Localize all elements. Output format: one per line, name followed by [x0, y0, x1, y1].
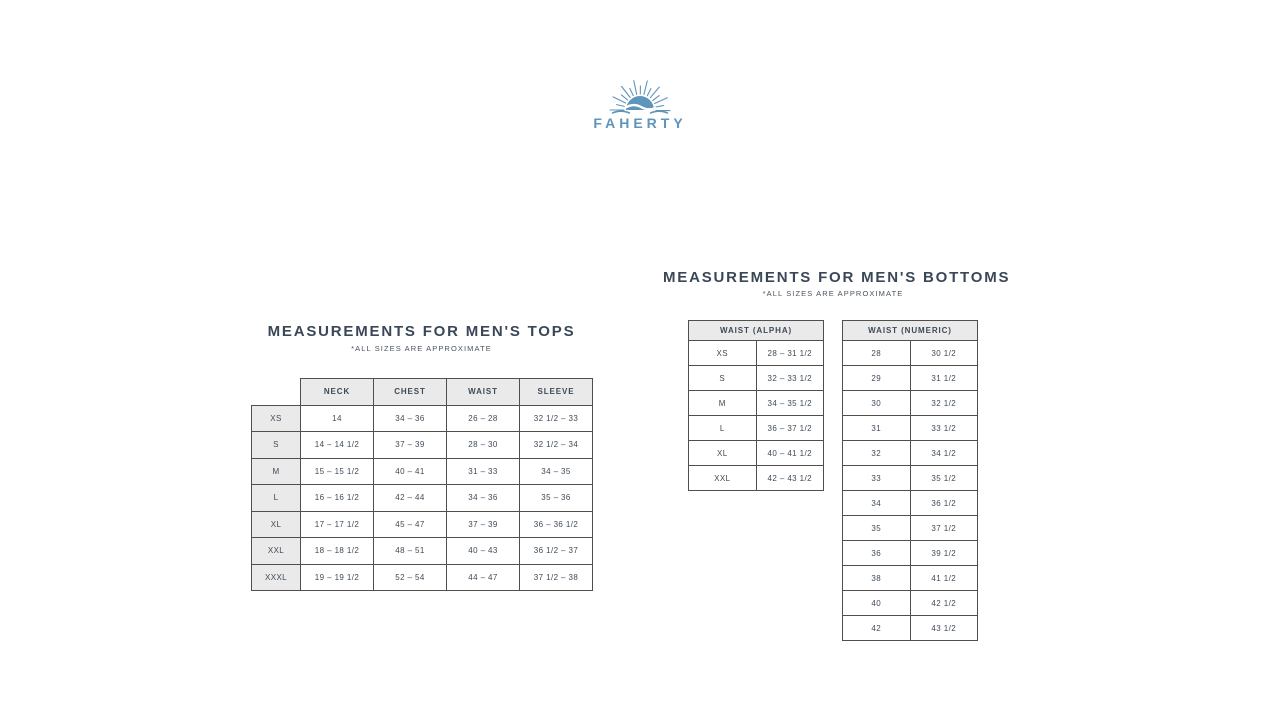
numeric-header: WAIST (NUMERIC): [843, 321, 978, 341]
waist-value: 31 – 33: [447, 458, 520, 485]
numeric-size: 40: [843, 591, 911, 616]
size-label: XXL: [252, 538, 301, 565]
sleeve-value: 36 – 36 1/2: [520, 511, 593, 538]
numeric-value: 35 1/2: [910, 466, 978, 491]
sleeve-value: 37 1/2 – 38: [520, 564, 593, 591]
sleeve-value: 32 1/2 – 34: [520, 432, 593, 459]
numeric-value: 37 1/2: [910, 516, 978, 541]
alpha-size: XL: [689, 441, 757, 466]
numeric-row-35: [843, 516, 978, 541]
tops-row-xl: [252, 511, 593, 538]
neck-value: 19 – 19 1/2: [301, 564, 374, 591]
alpha-range: 40 – 41 1/2: [756, 441, 824, 466]
tops-section-title: MEASUREMENTS FOR MEN'S TOPS: [267, 323, 576, 340]
size-label: L: [252, 485, 301, 512]
waist-alpha-table: [688, 320, 824, 491]
numeric-row-28: [843, 341, 978, 366]
alpha-range: 28 – 31 1/2: [756, 341, 824, 366]
waist-value: 34 – 36: [447, 485, 520, 512]
waist-value: 37 – 39: [447, 511, 520, 538]
alpha-range: 42 – 43 1/2: [756, 466, 824, 491]
neck-value: 14 – 14 1/2: [301, 432, 374, 459]
alpha-size: S: [689, 366, 757, 391]
neck-value: 17 – 17 1/2: [301, 511, 374, 538]
numeric-value: 32 1/2: [910, 391, 978, 416]
numeric-row-30: [843, 391, 978, 416]
chest-value: 34 – 36: [374, 405, 447, 432]
numeric-row-31: [843, 416, 978, 441]
tops-col-sleeve: SLEEVE: [520, 379, 593, 406]
sleeve-value: 34 – 35: [520, 458, 593, 485]
alpha-range: 34 – 35 1/2: [756, 391, 824, 416]
numeric-value: 42 1/2: [910, 591, 978, 616]
chest-value: 42 – 44: [374, 485, 447, 512]
alpha-row-s: [689, 366, 824, 391]
waist-value: 26 – 28: [447, 405, 520, 432]
numeric-value: 39 1/2: [910, 541, 978, 566]
numeric-value: 41 1/2: [910, 566, 978, 591]
tops-col-neck: NECK: [301, 379, 374, 406]
tops-row-l: [252, 485, 593, 512]
sleeve-value: 35 – 36: [520, 485, 593, 512]
numeric-row-40: [843, 591, 978, 616]
size-label: XL: [252, 511, 301, 538]
numeric-value: 33 1/2: [910, 416, 978, 441]
numeric-row-32: [843, 441, 978, 466]
tops-size-table: [251, 378, 593, 591]
numeric-value: 36 1/2: [910, 491, 978, 516]
numeric-row-33: [843, 466, 978, 491]
alpha-size: M: [689, 391, 757, 416]
numeric-row-36: [843, 541, 978, 566]
tops-section-subtitle: *ALL SIZES ARE APPROXIMATE: [351, 344, 492, 353]
alpha-row-xl: [689, 441, 824, 466]
numeric-row-34: [843, 491, 978, 516]
numeric-size: 28: [843, 341, 911, 366]
alpha-row-l: [689, 416, 824, 441]
numeric-row-42: [843, 616, 978, 641]
waist-numeric-table: [842, 320, 978, 641]
tops-col-chest: CHEST: [374, 379, 447, 406]
numeric-row-38: [843, 566, 978, 591]
chest-value: 45 – 47: [374, 511, 447, 538]
waist-value: 28 – 30: [447, 432, 520, 459]
numeric-value: 30 1/2: [910, 341, 978, 366]
numeric-size: 32: [843, 441, 911, 466]
numeric-value: 31 1/2: [910, 366, 978, 391]
faherty-logo: [588, 70, 692, 131]
tops-row-m: [252, 458, 593, 485]
numeric-size: 35: [843, 516, 911, 541]
bottoms-section-title: MEASUREMENTS FOR MEN'S BOTTOMS: [663, 269, 1011, 286]
chest-value: 37 – 39: [374, 432, 447, 459]
alpha-range: 36 – 37 1/2: [756, 416, 824, 441]
numeric-value: 43 1/2: [910, 616, 978, 641]
neck-value: 15 – 15 1/2: [301, 458, 374, 485]
alpha-header: WAIST (ALPHA): [689, 321, 824, 341]
tops-row-xxxl: [252, 564, 593, 591]
numeric-size: 31: [843, 416, 911, 441]
waist-value: 40 – 43: [447, 538, 520, 565]
alpha-row-m: [689, 391, 824, 416]
size-label: M: [252, 458, 301, 485]
numeric-value: 34 1/2: [910, 441, 978, 466]
neck-value: 18 – 18 1/2: [301, 538, 374, 565]
sun-over-waves-icon: [588, 70, 692, 114]
alpha-size: XS: [689, 341, 757, 366]
tops-row-xxl: [252, 538, 593, 565]
tops-row-s: [252, 432, 593, 459]
sleeve-value: 36 1/2 – 37: [520, 538, 593, 565]
numeric-row-29: [843, 366, 978, 391]
numeric-size: 29: [843, 366, 911, 391]
neck-value: 14: [301, 405, 374, 432]
brand-name: FAHERTY: [593, 115, 687, 131]
tops-col-waist: WAIST: [447, 379, 520, 406]
alpha-row-xxl: [689, 466, 824, 491]
neck-value: 16 – 16 1/2: [301, 485, 374, 512]
sleeve-value: 32 1/2 – 33: [520, 405, 593, 432]
alpha-size: XXL: [689, 466, 757, 491]
alpha-size: L: [689, 416, 757, 441]
chest-value: 48 – 51: [374, 538, 447, 565]
alpha-header-row: [689, 321, 824, 341]
numeric-header-row: [843, 321, 978, 341]
tops-corner-cell: [252, 379, 301, 406]
numeric-size: 30: [843, 391, 911, 416]
size-label: S: [252, 432, 301, 459]
numeric-size: 36: [843, 541, 911, 566]
chest-value: 40 – 41: [374, 458, 447, 485]
numeric-size: 38: [843, 566, 911, 591]
chest-value: 52 – 54: [374, 564, 447, 591]
waist-value: 44 – 47: [447, 564, 520, 591]
alpha-row-xs: [689, 341, 824, 366]
numeric-size: 33: [843, 466, 911, 491]
bottoms-section-subtitle: *ALL SIZES ARE APPROXIMATE: [762, 289, 904, 298]
numeric-size: 34: [843, 491, 911, 516]
numeric-size: 42: [843, 616, 911, 641]
tops-row-xs: [252, 405, 593, 432]
size-label: XS: [252, 405, 301, 432]
alpha-range: 32 – 33 1/2: [756, 366, 824, 391]
tops-header-row: [252, 379, 593, 406]
size-label: XXXL: [252, 564, 301, 591]
